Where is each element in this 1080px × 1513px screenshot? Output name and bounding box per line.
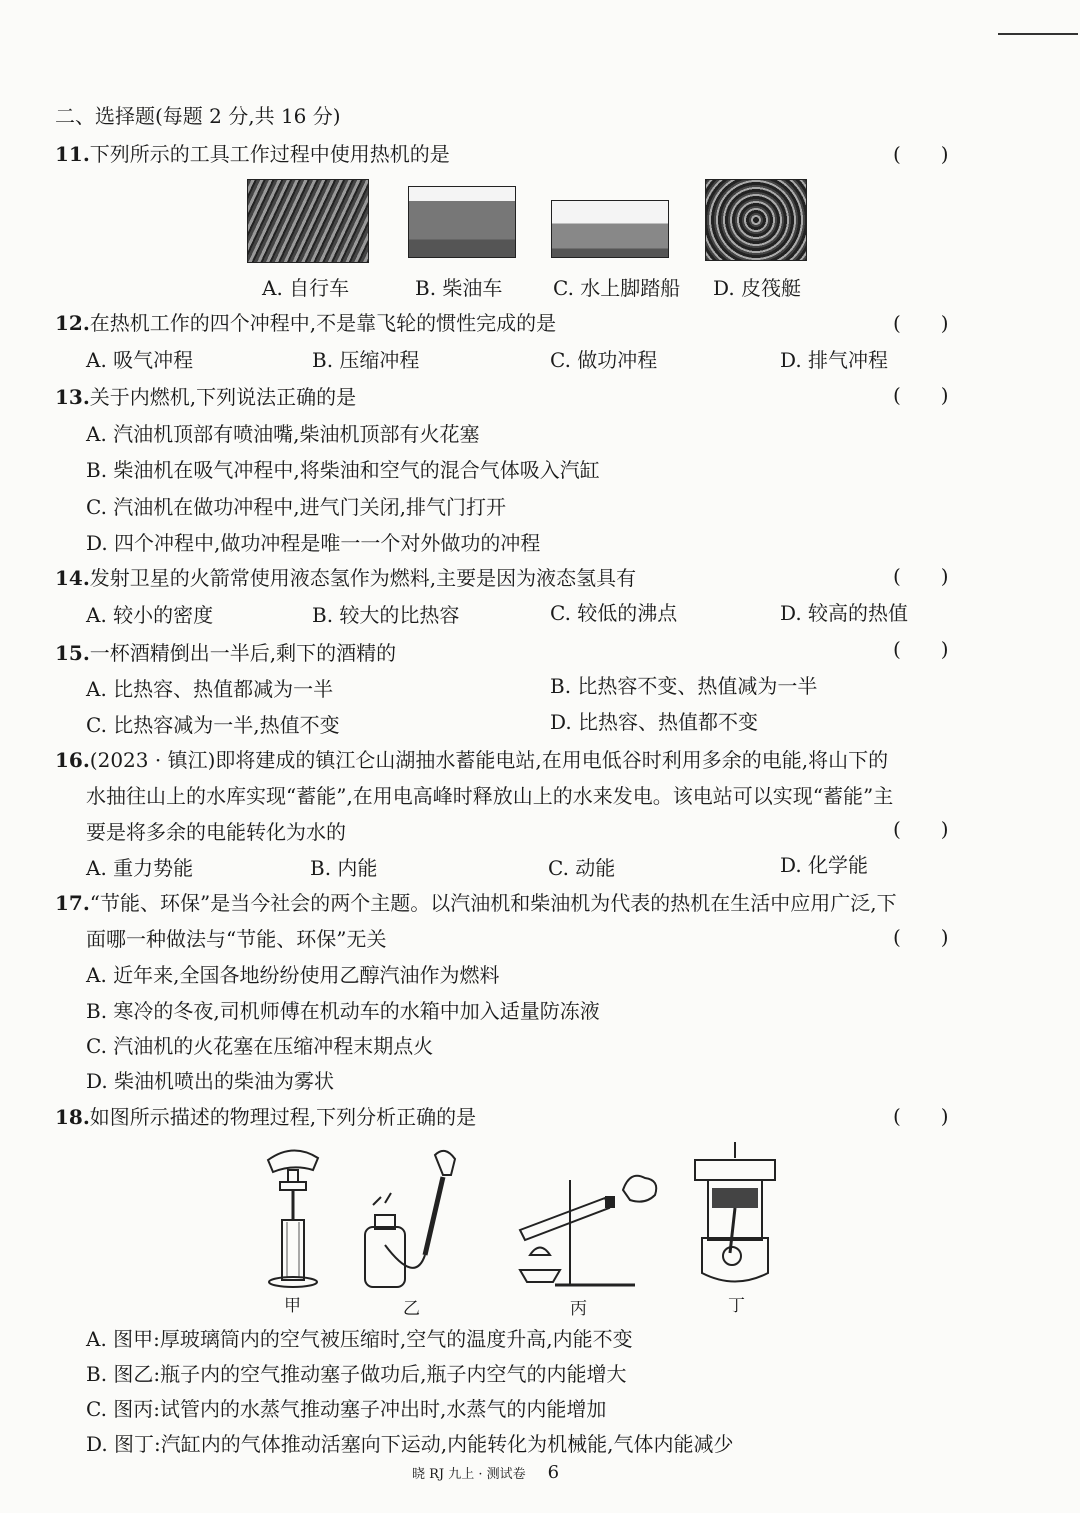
page-number: 6 xyxy=(547,1462,560,1483)
figure-label-yi: 乙 xyxy=(403,1299,420,1319)
option-18d: D. 图丁:汽缸内的气体推动活塞向下运动,内能转化为机械能,气体内能减少 xyxy=(86,1432,734,1456)
option-14c: C. 较低的沸点 xyxy=(550,601,678,625)
question-15: 15.一杯酒精倒出一半后,剩下的酒精的 xyxy=(55,641,397,665)
option-16d: D. 化学能 xyxy=(780,853,869,877)
option-18b: B. 图乙:瓶子内的空气推动塞子做功后,瓶子内空气的内能增大 xyxy=(86,1362,627,1386)
diesel-truck-photo xyxy=(408,186,516,258)
figure-label-jia: 甲 xyxy=(284,1296,301,1316)
question-12: 12.在热机工作的四个冲程中,不是靠飞轮的惯性完成的是 xyxy=(55,311,557,335)
option-16a: A. 重力势能 xyxy=(86,856,194,880)
compression-cylinder-diagram xyxy=(258,1140,328,1290)
answer-paren-15: ( ) xyxy=(893,637,949,661)
answer-paren-16: ( ) xyxy=(893,817,949,841)
bottle-pump-diagram xyxy=(355,1145,465,1295)
figure-label-bing: 丙 xyxy=(570,1299,587,1319)
question-11: 11.下列所示的工具工作过程中使用热机的是 xyxy=(55,142,450,166)
raft-photo xyxy=(705,179,807,261)
option-17b: B. 寒冷的冬夜,司机师傅在机动车的水箱中加入适量防冻液 xyxy=(86,999,600,1023)
question-16: 16.(2023 · 镇江)即将建成的镇江仑山湖抽水蓄能电站,在用电低谷时利用多余的电能,将山下的 xyxy=(55,748,889,772)
option-13b: B. 柴油机在吸气冲程中,将柴油和空气的混合气体吸入汽缸 xyxy=(86,458,600,482)
option-18c: C. 图丙:试管内的水蒸气推动塞子冲出时,水蒸气的内能增加 xyxy=(86,1397,607,1421)
option-17c: C. 汽油机的火花塞在压缩冲程末期点火 xyxy=(86,1034,434,1058)
option-12b: B. 压缩冲程 xyxy=(312,348,420,372)
question-13: 13.关于内燃机,下列说法正确的是 xyxy=(55,385,357,409)
option-14b: B. 较大的比热容 xyxy=(312,603,460,627)
option-15a: A. 比热容、热值都减为一半 xyxy=(86,677,334,701)
answer-paren-13: ( ) xyxy=(893,383,949,407)
figure-label-ding: 丁 xyxy=(728,1296,745,1316)
option-15b: B. 比热容不变、热值减为一半 xyxy=(550,674,818,698)
question-18: 18.如图所示描述的物理过程,下列分析正确的是 xyxy=(55,1105,477,1129)
question-16-line-2: 水抽往山上的水库实现“蓄能”,在用电高峰时释放山上的水来发电。该电站可以实现“蓄能”主 xyxy=(86,784,894,808)
question-14: 14.发射卫星的火箭常使用液态氢作为燃料,主要是因为液态氢具有 xyxy=(55,566,637,590)
answer-paren-14: ( ) xyxy=(893,564,949,588)
option-18a: A. 图甲:厚玻璃筒内的空气被压缩时,空气的温度升高,内能不变 xyxy=(86,1327,633,1351)
question-17: 17.“节能、环保”是当今社会的两个主题。以汽油机和柴油机为代表的热机在生活中应用广泛,下 xyxy=(55,891,897,915)
corner-rule xyxy=(998,33,1078,35)
answer-paren-12: ( ) xyxy=(893,311,949,335)
option-17d: D. 柴油机喷出的柴油为雾状 xyxy=(86,1069,335,1093)
option-16c: C. 动能 xyxy=(548,856,616,880)
option-11d: D. 皮筏艇 xyxy=(713,276,802,300)
engine-cylinder-diagram xyxy=(690,1138,780,1293)
option-12d: D. 排气冲程 xyxy=(780,348,889,372)
option-12c: C. 做功冲程 xyxy=(550,348,658,372)
footer-text: 晓 RJ 九上 · 测试卷 xyxy=(412,1467,526,1482)
question-17-line-2: 面哪一种做法与“节能、环保”无关 xyxy=(86,927,387,951)
option-14d: D. 较高的热值 xyxy=(780,601,909,625)
option-14a: A. 较小的密度 xyxy=(86,603,214,627)
option-12a: A. 吸气冲程 xyxy=(86,348,194,372)
answer-paren-17: ( ) xyxy=(893,925,949,949)
option-16b: B. 内能 xyxy=(310,856,378,880)
option-11c: C. 水上脚踏船 xyxy=(553,276,681,300)
bicycle-photo xyxy=(247,179,369,263)
option-15c: C. 比热容减为一半,热值不变 xyxy=(86,713,340,737)
option-13c: C. 汽油机在做功冲程中,进气门关闭,排气门打开 xyxy=(86,495,507,519)
pedal-boat-photo xyxy=(551,200,669,258)
question-16-line-3: 要是将多余的电能转化为水的 xyxy=(86,820,346,844)
option-15d: D. 比热容、热值都不变 xyxy=(550,710,759,734)
option-13a: A. 汽油机顶部有喷油嘴,柴油机顶部有火花塞 xyxy=(86,422,480,446)
test-tube-steam-diagram xyxy=(505,1160,665,1290)
option-17a: A. 近年来,全国各地纷纷使用乙醇汽油作为燃料 xyxy=(86,963,500,987)
option-11b: B. 柴油车 xyxy=(415,276,503,300)
option-13d: D. 四个冲程中,做功冲程是唯一一个对外做功的冲程 xyxy=(86,531,541,555)
answer-paren-11: ( ) xyxy=(893,142,949,166)
option-11a: A. 自行车 xyxy=(262,276,350,300)
page-footer xyxy=(412,1462,559,1483)
answer-paren-18: ( ) xyxy=(893,1104,949,1128)
section-title: 二、选择题(每题 2 分,共 16 分) xyxy=(55,104,341,128)
